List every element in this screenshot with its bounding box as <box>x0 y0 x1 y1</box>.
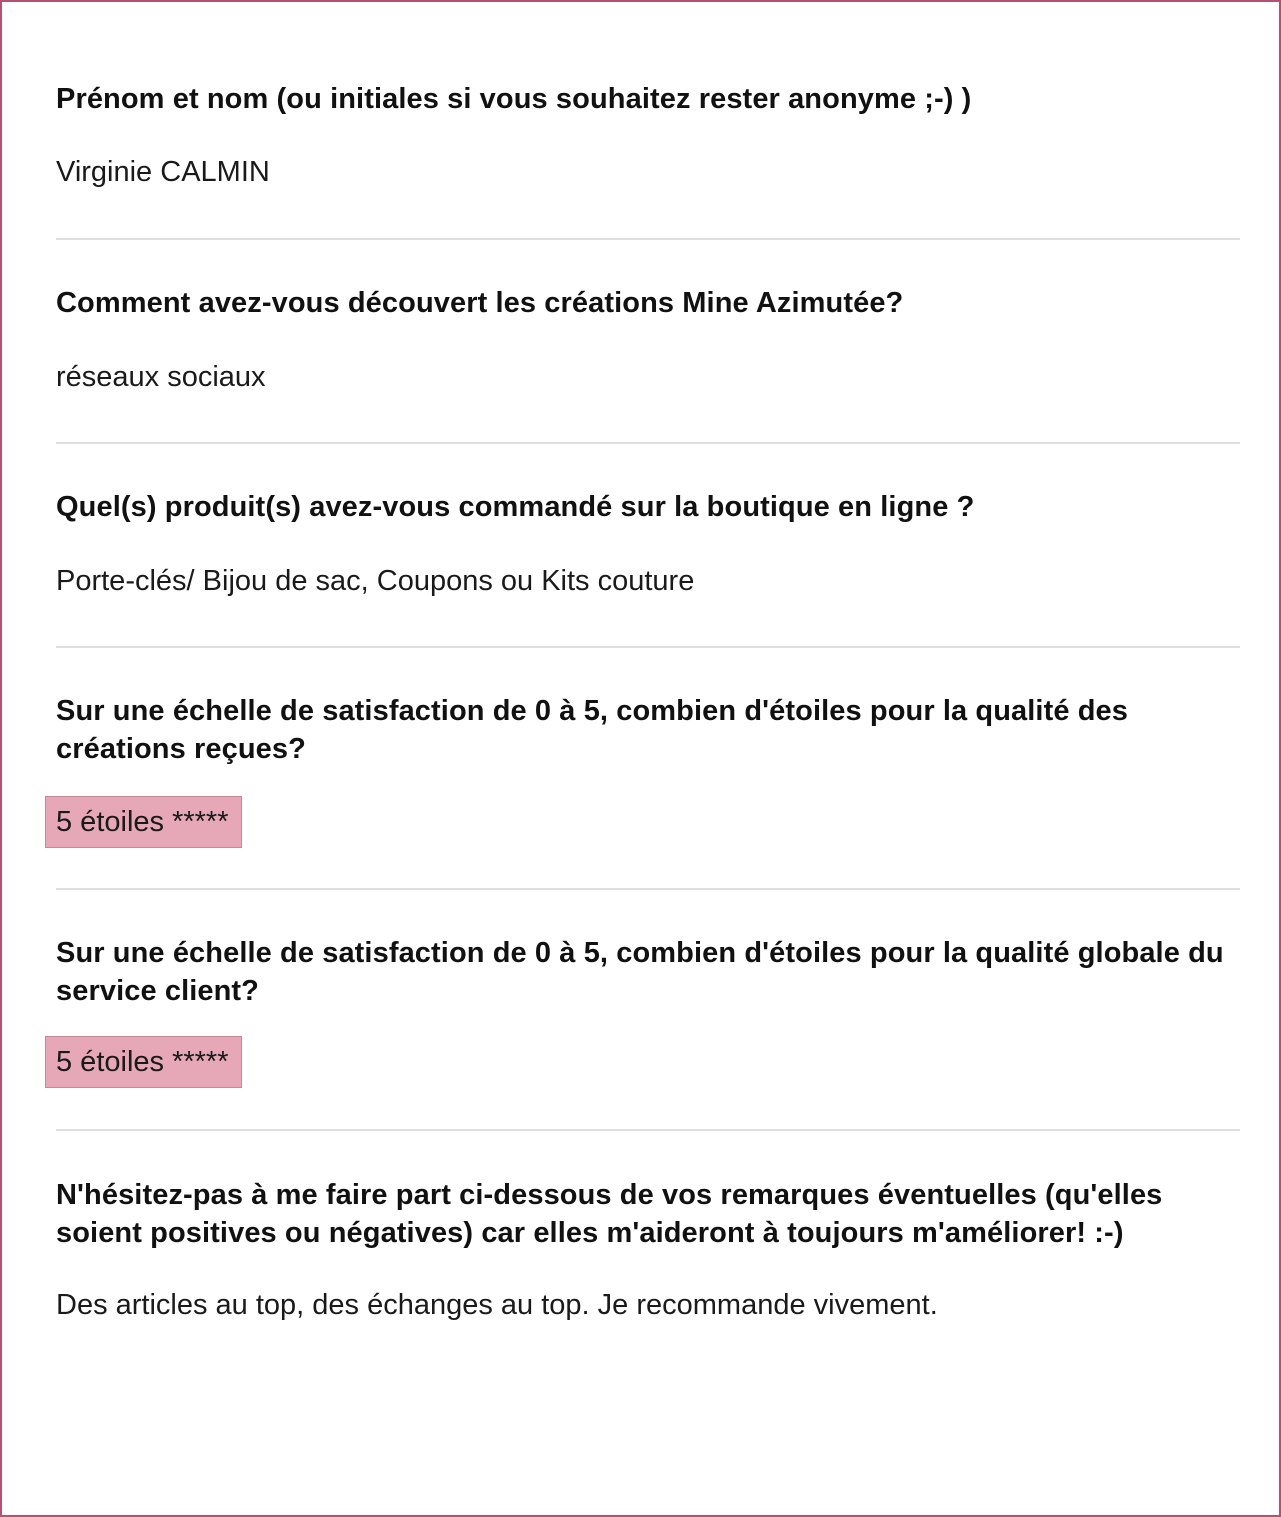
question-label: Quel(s) produit(s) avez-vous commandé sur la boutique en ligne ? <box>56 491 975 523</box>
question-label: Prénom et nom (ou initiales si vous souhaitez rester anonyme ;-) ) <box>56 83 972 115</box>
section-divider <box>56 238 1240 240</box>
response-name <box>56 81 1240 190</box>
answer-text: Porte-clés/ Bijou de sac, Coupons ou Kits couture <box>56 564 695 597</box>
response-discovery <box>56 285 1240 395</box>
answer-text: Virginie CALMIN <box>56 155 270 188</box>
rating-answer-highlight: 5 étoiles ***** <box>45 796 242 848</box>
response-creation-quality <box>56 693 1240 848</box>
question-label: Sur une échelle de satisfaction de 0 à 5, combien d'étoiles pour la qualité des créations reçues? <box>56 695 1128 765</box>
section-divider <box>56 646 1240 648</box>
response-remarks <box>56 1177 1240 1323</box>
answer-text: Des articles au top, des échanges au top. Je recommande vivement. <box>56 1289 938 1321</box>
response-products <box>56 489 1240 599</box>
rating-answer-highlight: 5 étoiles ***** <box>45 1036 242 1088</box>
question-label: Sur une échelle de satisfaction de 0 à 5, combien d'étoiles pour la qualité globale du service client? <box>56 937 1224 1007</box>
section-divider <box>56 888 1240 890</box>
response-service-quality <box>56 935 1240 1088</box>
answer-text: réseaux sociaux <box>56 360 266 393</box>
section-divider <box>56 442 1240 444</box>
question-label: N'hésitez-pas à me faire part ci-dessous de vos remarques éventuelles (qu'elles soient positives ou négatives) car elles m'aideront à toujours m'améliorer! :-) <box>56 1179 1163 1249</box>
question-label: Comment avez-vous découvert les créations Mine Azimutée? <box>56 287 904 319</box>
section-divider <box>56 1129 1240 1131</box>
